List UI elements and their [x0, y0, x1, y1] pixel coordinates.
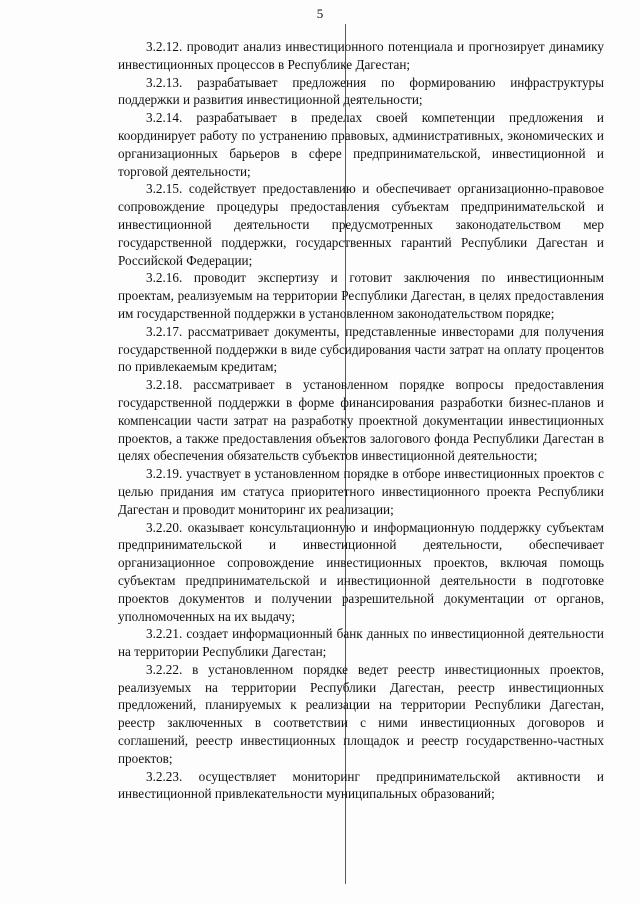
document-body — [118, 38, 604, 803]
paragraph-3-2-19: 3.2.19. участвует в установленном порядке в отборе инвестиционных проектов с целью придания им статуса приоритетного инвестиционного проекта Республики Дагестан и проводит мониторинг их реализации; — [118, 466, 604, 517]
page-number: 5 — [316, 6, 324, 21]
paragraph-3-2-23: 3.2.23. осуществляет мониторинг предпринимательской активности и инвестиционной привлекательности муниципальных образований; — [118, 768, 604, 802]
paragraph-3-2-15: 3.2.15. содействует предоставлению и обеспечивает организационно-правовое сопровождение процедуры предоставления субъектам предпринимательской и инвестиционной деятельности предусмотренных законодательством мер государственной поддержки, государственных гарантий Республики Дагестан и Российской Федерации; — [118, 181, 604, 268]
paragraph-3-2-21: 3.2.21. создает информационный банк данных по инвестиционной деятельности на территории Республики Дагестан; — [118, 626, 604, 660]
paragraph-3-2-20: 3.2.20. оказывает консультационную и информационную поддержку субъектам предпринимательской и инвестиционной деятельности, обеспечивает организационное сопровождение инвестиционных проектов, включая помощь субъектам предпринимательской и инвестиционной деятельности в подготовке проектов документов и получении разрешительной документации от органов, уполномоченных на их выдачу; — [118, 519, 604, 624]
paragraph-3-2-13: 3.2.13. разрабатывает предложения по формированию инфраструктуры поддержки и развития инвестиционной деятельности; — [118, 74, 604, 108]
paragraph-3-2-17: 3.2.17. рассматривает документы, представленные инвесторами для получения государственной поддержки в виде субсидирования части затрат на оплату процентов по привлекаемым кредитам; — [118, 323, 604, 375]
paragraph-3-2-18: 3.2.18. рассматривает в установленном порядке вопросы предоставления государственной поддержки в форме финансирования разработки бизнес-планов и компенсации части затрат на разработку проектной документации инвестиционных проектов, а также предоставления объектов залогового фонда Республики Дагестан в целях обеспечения обязательств субъектов инвестиционной деятельности; — [118, 377, 604, 464]
paragraph-3-2-22: 3.2.22. в установленном порядке ведет реестр инвестиционных проектов, реализуемых на территории Республики Дагестан, реестр инвестиционных предложений, планируемых к реализации на территории Республики Дагестан, реестр заключенных в соответствии с ними инвестиционных договоров и соглашений, реестр инвестиционных площадок и реестр государственно-частных проектов; — [118, 661, 604, 766]
paragraph-3-2-12: 3.2.12. проводит анализ инвестиционного потенциала и прогнозирует динамику инвестиционных процессов в Республике Дагестан; — [118, 39, 604, 72]
paragraph-3-2-14: 3.2.14. разрабатывает в пределах своей компетенции предложения и координирует работу по устранению правовых, административных, экономических и организационных барьеров в сфере предпринимательской, инвестиционной и торговой деятельности; — [118, 110, 604, 179]
paragraph-3-2-16: 3.2.16. проводит экспертизу и готовит заключения по инвестиционным проектам, реализуемым на территории Республики Дагестан, в целях предоставления им государственной поддержки в установленном законодательством порядке; — [118, 270, 604, 321]
